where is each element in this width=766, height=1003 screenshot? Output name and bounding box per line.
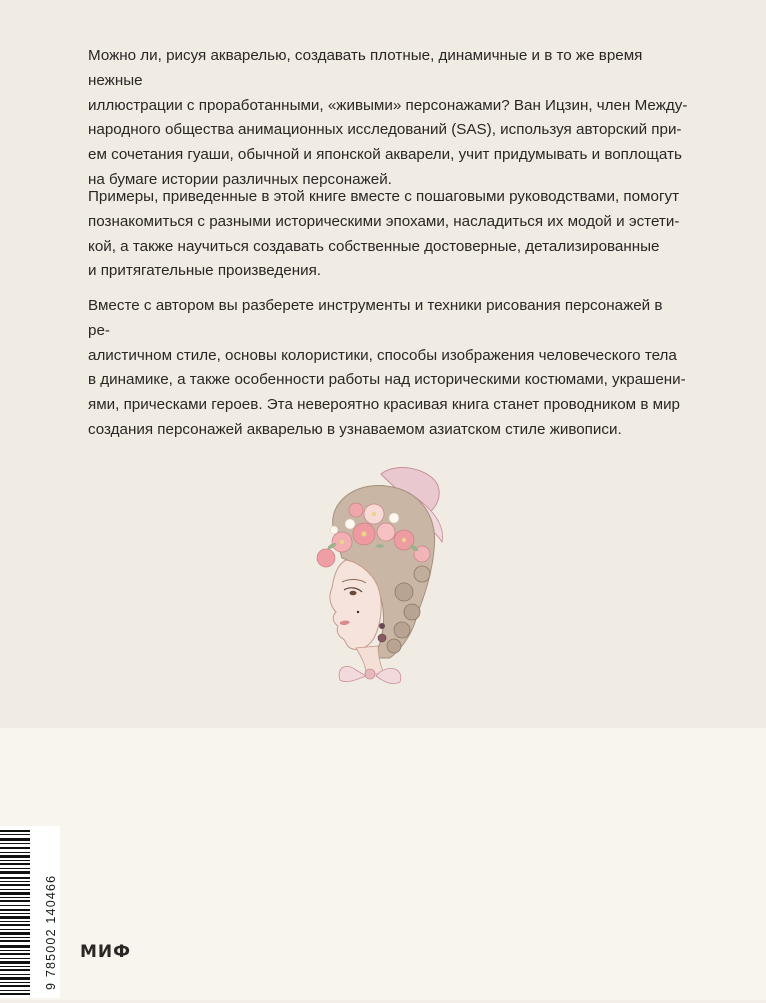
paragraph-1 [88,44,688,193]
text-line: кой, а также научиться создавать собственные достоверные, детализированные [88,237,660,255]
text-line: познакомиться с разными историческими эпохами, насладиться их модой и эстети- [88,212,680,230]
text-line: и притягательные произведения. [88,262,322,280]
barcode-digits: 9 785002 140466 [44,874,58,990]
watercolor-portrait-illustration [286,462,466,702]
text-line: ем сочетания гуаши, обычной и японской акварели, учит придумывать и воплощать [88,146,682,164]
paragraph-2 [88,185,688,284]
text-line: на бумаге истории различных персонажей. [88,170,392,188]
text-line: Вместе с автором вы разберете инструменты и техники рисования персонажей в ре- [88,297,663,339]
text-line: создания персонажей акварелью в узнаваемом азиатском стиле живописи. [88,420,622,438]
paragraph-3 [88,294,688,443]
text-line: народного общества анимационных исследований (SAS), используя авторский при- [88,121,682,139]
text-line: ями, прическами героев. Эта невероятно красивая книга станет проводником в мир [88,396,680,414]
text-line: алистичном стиле, основы колористики, способы изображения человеческого тела [88,346,677,364]
text-line: иллюстрации с проработанными, «живыми» персонажами? Ван Ицзин, член Между- [88,96,688,114]
text-line: Можно ли, рисуя акварелью, создавать плотные, динамичные и в то же время нежные [88,47,643,89]
publisher-logo: МИФ [80,942,132,962]
text-line: Примеры, приведенные в этой книге вместе с пошаговыми руководствами, помогут [88,188,680,205]
text-line: в динамике, а также особенности работы над историческими костюмами, украшени- [88,371,686,389]
